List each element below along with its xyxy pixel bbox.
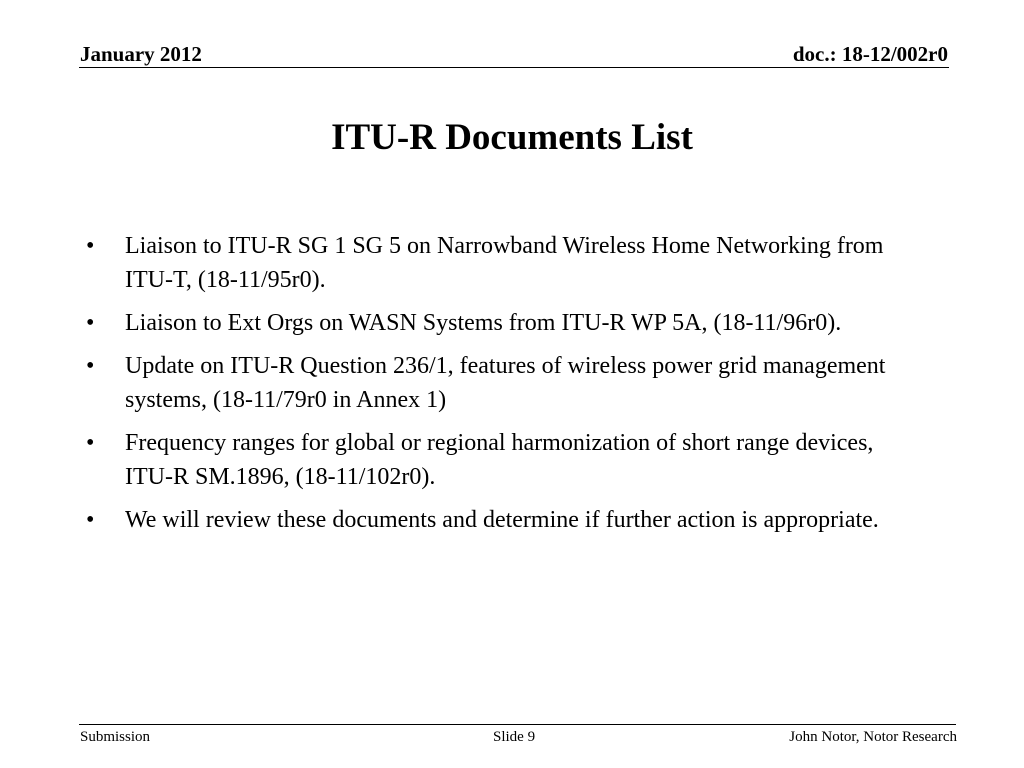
header-doc-id: doc.: 18-12/002r0 — [792, 42, 948, 66]
bullet-dot-icon: • — [86, 233, 95, 259]
bullet-dot-icon: • — [86, 310, 95, 336]
footer-slide-number: Slide 9 — [493, 729, 536, 745]
bullet-dot-icon: • — [86, 430, 95, 456]
bullet-item — [86, 306, 926, 340]
bullet-text: Frequency ranges for global or regional harmonization of short range devices, ITU-R SM.1896, (18-11/102r0). — [125, 430, 874, 490]
bullet-list — [86, 229, 926, 546]
slide-title: ITU-R Documents List — [331, 117, 693, 158]
footer-divider — [79, 724, 956, 725]
bullet-item — [86, 503, 926, 537]
bullet-item — [86, 349, 926, 417]
header-date: January 2012 — [80, 42, 202, 66]
footer-submission: Submission — [80, 729, 151, 745]
bullet-dot-icon: • — [86, 507, 95, 533]
bullet-dot-icon: • — [86, 353, 95, 379]
bullet-text: Liaison to Ext Orgs on WASN Systems from ITU-R WP 5A, (18-11/96r0). — [125, 310, 842, 336]
footer-author: John Notor, Notor Research — [789, 729, 957, 745]
bullet-item — [86, 229, 926, 297]
header-divider — [79, 67, 949, 68]
bullet-text: We will review these documents and determine if further action is appropriate. — [125, 507, 879, 533]
bullet-item — [86, 426, 926, 494]
bullet-text: Liaison to ITU-R SG 1 SG 5 on Narrowband Wireless Home Networking from ITU-T, (18-11/95r0). — [125, 233, 884, 293]
bullet-text: Update on ITU-R Question 236/1, features of wireless power grid management systems, (18-11/79r0 in Annex 1) — [125, 353, 886, 413]
